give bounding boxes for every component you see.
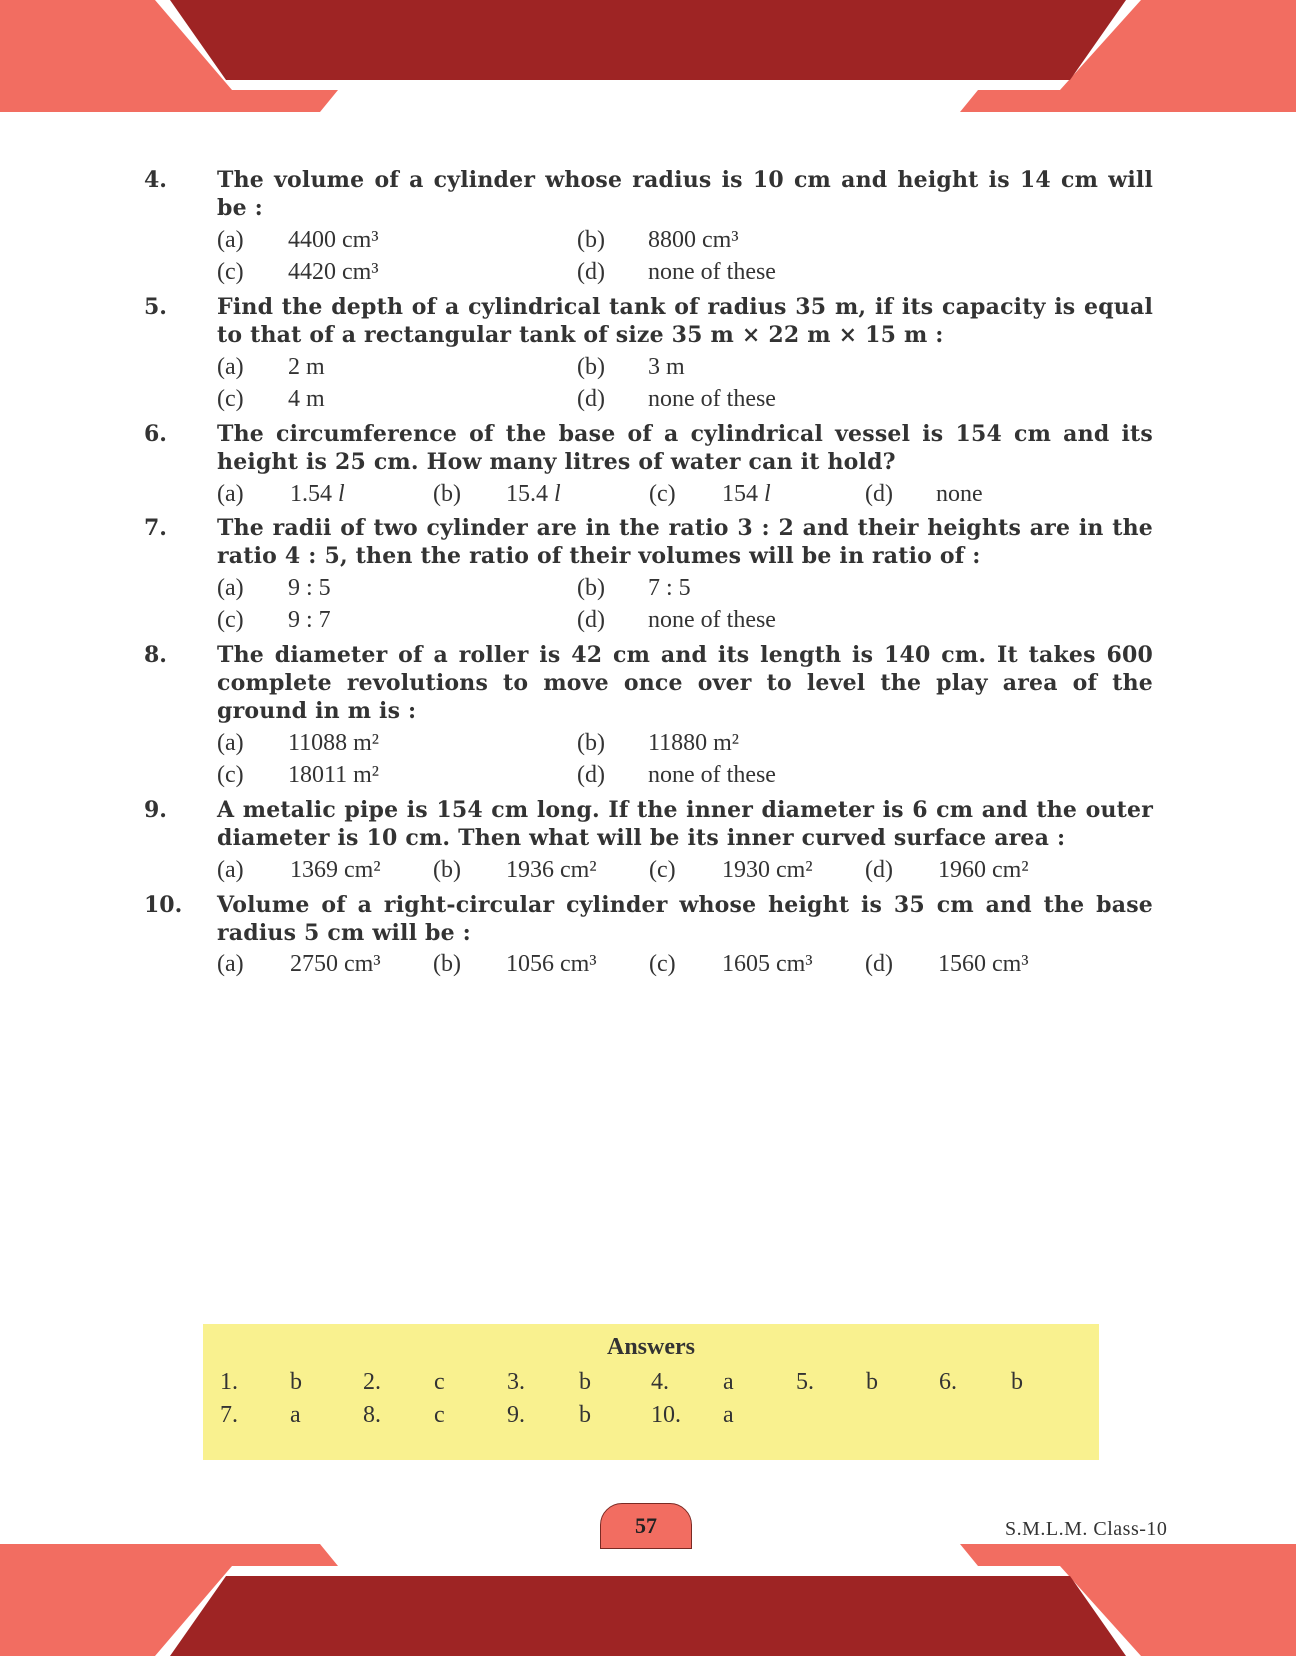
option-value: 9 : 5: [288, 575, 331, 601]
option-label: (c): [217, 259, 244, 285]
question-number: 10.: [144, 892, 183, 918]
option-value: 4 m: [288, 386, 325, 412]
question-text: The circumference of the base of a cylindrical vessel is 154 cm and its height is 25 cm. How many litres of water can it hold?: [217, 421, 1153, 475]
option-row: [0, 948, 1296, 980]
option-value: 1936 cm²: [506, 857, 597, 883]
option-row: [0, 383, 1296, 415]
header-dark-band: [170, 0, 1126, 80]
question-text: Volume of a right-circular cylinder whose height is 35 cm and the base radius 5 cm will be :: [217, 892, 1153, 946]
option-value: none of these: [648, 607, 776, 633]
option-value: [506, 478, 561, 510]
option-label: (b): [577, 730, 605, 756]
answer-number: 7.: [220, 1402, 238, 1428]
option-label: (b): [577, 354, 605, 380]
option-value: [722, 478, 771, 510]
option-row: [0, 854, 1296, 886]
option-label: (c): [649, 857, 676, 883]
header-salmon-left: [0, 0, 338, 112]
litre-unit: l: [764, 481, 771, 507]
option-label: (b): [433, 481, 461, 507]
answer-letter: a: [723, 1402, 734, 1428]
option-label: (a): [217, 951, 244, 977]
option-value: 8800 cm³: [648, 227, 739, 253]
option-value: 1056 cm³: [506, 951, 597, 977]
option-value: 7 : 5: [648, 575, 691, 601]
option-value: 4420 cm³: [288, 259, 379, 285]
option-label: (b): [577, 227, 605, 253]
option-number: 15.4: [506, 481, 548, 507]
option-row: [0, 351, 1296, 383]
question-number: 9.: [144, 797, 167, 823]
question-number: 8.: [144, 642, 167, 668]
option-value: 1560 cm³: [938, 951, 1029, 977]
option-label: (a): [217, 730, 244, 756]
option-value: 1960 cm²: [938, 857, 1029, 883]
option-value: 3 m: [648, 354, 685, 380]
answer-number: 3.: [507, 1369, 525, 1395]
option-value: [290, 478, 345, 510]
option-label: (b): [433, 857, 461, 883]
option-value: 11880 m²: [648, 730, 739, 756]
option-label: (a): [217, 354, 244, 380]
answer-number: 10.: [651, 1402, 681, 1428]
option-row: [0, 224, 1296, 256]
option-row: [0, 759, 1296, 791]
option-value: 2 m: [288, 354, 325, 380]
option-value: none of these: [648, 259, 776, 285]
option-label: (a): [217, 575, 244, 601]
litre-unit: l: [338, 481, 345, 507]
footer-salmon-right: [960, 1544, 1296, 1656]
footer-dark-band: [170, 1576, 1126, 1656]
question-number: 7.: [144, 515, 167, 541]
question-text: The diameter of a roller is 42 cm and its length is 140 cm. It takes 600 complete revolutions to move once over to level the play area of the ground in m is :: [217, 642, 1153, 724]
option-label: (a): [217, 857, 244, 883]
answer-number: 5.: [796, 1369, 814, 1395]
option-label: (c): [217, 762, 244, 788]
option-label: (d): [577, 386, 605, 412]
answer-number: 2.: [363, 1369, 381, 1395]
footer-salmon-left: [0, 1544, 338, 1656]
option-value: 11088 m²: [288, 730, 379, 756]
option-label: (a): [217, 227, 244, 253]
answers-row: [203, 1399, 1099, 1431]
option-value: 1930 cm²: [722, 857, 813, 883]
option-value: 18011 m²: [288, 762, 379, 788]
footer-class-label: S.M.L.M. Class-10: [1005, 1518, 1168, 1540]
question-number: 6.: [144, 421, 167, 447]
answer-number: 8.: [363, 1402, 381, 1428]
question-number: 5.: [144, 294, 167, 320]
answer-letter: c: [434, 1402, 445, 1428]
page-number: 57: [600, 1503, 692, 1549]
answer-letter: b: [579, 1369, 591, 1395]
answer-number: 4.: [651, 1369, 669, 1395]
option-label: (d): [577, 259, 605, 285]
answer-number: 9.: [507, 1402, 525, 1428]
option-value: none: [936, 481, 983, 507]
option-row: [0, 478, 1296, 510]
option-value: none of these: [648, 762, 776, 788]
option-number: 154: [722, 481, 758, 507]
header-salmon-right: [960, 0, 1296, 112]
option-row: [0, 727, 1296, 759]
option-label: (d): [865, 481, 893, 507]
option-row: [0, 256, 1296, 288]
option-row: [0, 604, 1296, 636]
answer-letter: b: [290, 1369, 302, 1395]
option-label: (a): [217, 481, 244, 507]
answer-letter: c: [434, 1369, 445, 1395]
answer-letter: b: [1011, 1369, 1023, 1395]
option-value: none of these: [648, 386, 776, 412]
option-label: (d): [865, 857, 893, 883]
option-label: (c): [649, 481, 676, 507]
option-label: (d): [577, 762, 605, 788]
option-value: 1605 cm³: [722, 951, 813, 977]
question-text: The radii of two cylinder are in the ratio 3 : 2 and their heights are in the ratio 4 : 5, then the ratio of their volumes will be in ratio of :: [217, 515, 1153, 569]
option-row: [0, 572, 1296, 604]
option-value: 1369 cm²: [290, 857, 381, 883]
answers-title: Answers: [607, 1334, 695, 1360]
option-value: 4400 cm³: [288, 227, 379, 253]
option-label: (b): [433, 951, 461, 977]
option-value: 9 : 7: [288, 607, 331, 633]
answer-number: 6.: [939, 1369, 957, 1395]
question-text: A metalic pipe is 154 cm long. If the inner diameter is 6 cm and the outer diameter is 10 cm. Then what will be its inner curved surface area :: [217, 797, 1153, 851]
answer-letter: b: [579, 1402, 591, 1428]
option-label: (d): [577, 607, 605, 633]
answers-box: [203, 1324, 1099, 1460]
answer-number: 1.: [220, 1369, 238, 1395]
option-number: 1.54: [290, 481, 332, 507]
question-text: The volume of a cylinder whose radius is 10 cm and height is 14 cm will be :: [217, 167, 1153, 221]
option-label: (c): [217, 386, 244, 412]
answer-letter: b: [866, 1369, 878, 1395]
option-label: (c): [217, 607, 244, 633]
option-label: (d): [865, 951, 893, 977]
option-label: (c): [649, 951, 676, 977]
question-text: Find the depth of a cylindrical tank of radius 35 m, if its capacity is equal to that of a rectangular tank of size 35 m × 22 m × 15 m :: [217, 294, 1153, 348]
option-label: (b): [577, 575, 605, 601]
litre-unit: l: [554, 481, 561, 507]
answer-letter: a: [290, 1402, 301, 1428]
question-number: 4.: [144, 167, 167, 193]
answer-letter: a: [723, 1369, 734, 1395]
option-value: 2750 cm³: [290, 951, 381, 977]
answers-row: [203, 1366, 1099, 1398]
